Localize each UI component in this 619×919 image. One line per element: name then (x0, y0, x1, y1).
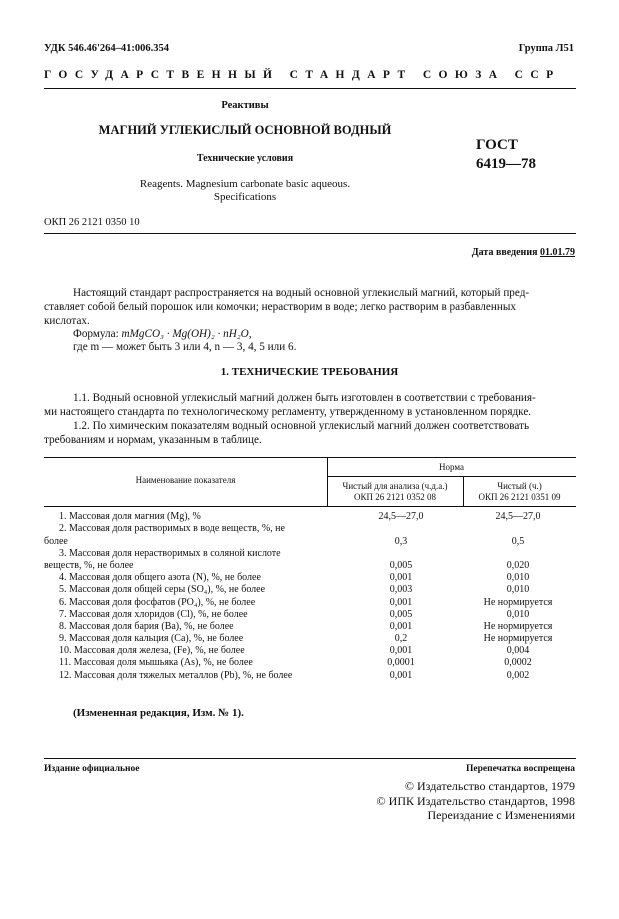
table-row (44, 547, 576, 559)
intro-date (472, 247, 575, 258)
table-row (44, 583, 576, 595)
norm-pure: 0,010 (506, 584, 530, 596)
p1-line1: 1.1. Водный основной углекислый магний должен быть изготовлен в соответствии с требования- (73, 392, 536, 404)
official-edition: Издание официальное (44, 764, 140, 774)
table-row (44, 559, 576, 571)
document-subtitle: Технические условия (196, 153, 294, 164)
norm-analytical: 0,005 (389, 608, 413, 620)
norm-analytical: 0,3 (394, 535, 408, 547)
english-title-line2: Specifications (213, 191, 277, 203)
table-header-rule (44, 506, 576, 507)
col-b-header-line2: ОКП 26 2121 0351 09 (478, 492, 561, 502)
reprint-notice: Перепечатка воспрещена (465, 764, 575, 774)
norm-pure: 0,004 (506, 645, 530, 657)
intro-line2: ставляет собой белый порошок или комочки; нерастворим в воде; легко растворим в разбавленных (44, 301, 516, 313)
intro-line1: Настоящий стандарт распространяется на водный основной углекислый магний, который пред- (73, 287, 530, 299)
col-a-header-line2: ОКП 26 2121 0352 08 (353, 492, 436, 502)
norm-pure: 0,0002 (504, 657, 532, 669)
norm-pure: 0,010 (506, 572, 530, 584)
norm-analytical (342, 522, 460, 534)
header-rule (44, 88, 576, 89)
gost-number: 6419—78 (476, 156, 536, 172)
table-row (44, 534, 576, 546)
copyright-1998: © ИПК Издательство стандартов, 1998 (376, 794, 575, 808)
indicator-name: 12. Массовая доля тяжелых металлов (Pb), %, не более (59, 669, 293, 681)
section-heading: 1. ТЕХНИЧЕСКИЕ ТРЕБОВАНИЯ (220, 366, 399, 378)
norm-analytical: 0,001 (389, 620, 413, 632)
formula-note: где m — может быть 3 или 4, n — 3, 4, 5 или 6. (73, 341, 297, 353)
okp-code: ОКП 26 2121 0350 10 (44, 217, 140, 228)
document-title: МАГНИЙ УГЛЕКИСЛЫЙ ОСНОВНОЙ ВОДНЫЙ (98, 123, 392, 137)
col-name-header: Наименование показателя (135, 475, 236, 485)
norm-pure: 0,002 (506, 669, 530, 681)
table-row (44, 595, 576, 607)
norm-pure: 0,020 (506, 559, 530, 571)
indicator-name: 3. Массовая доля нерастворимых в соляной кислоте (59, 547, 281, 559)
table-norm-rule (327, 476, 576, 477)
category-label: Реактивы (221, 100, 269, 111)
udc-code: УДК 546.46'264–41:006.354 (44, 43, 170, 54)
intro-date-label: Дата введения (471, 247, 538, 258)
indicator-name: 1. Массовая доля магния (Mg), % (59, 511, 201, 523)
indicator-name: более (44, 535, 68, 547)
requirements-table (44, 510, 576, 681)
table-row (44, 644, 576, 656)
title-rule (44, 233, 576, 234)
indicator-name: 5. Массовая доля общей серы (SO₄), %, не более (59, 584, 266, 596)
table-row (44, 632, 576, 644)
gost-label: ГОСТ (476, 137, 518, 153)
reissue-note: Переиздание с Изменениями (427, 808, 575, 822)
norm-analytical: 24,5—27,0 (378, 511, 424, 523)
norm-pure: 24,5—27,0 (495, 511, 541, 523)
amendment-note: (Измененная редакция, Изм. № 1). (73, 707, 244, 719)
table-row (44, 656, 576, 668)
norm-analytical: 0,001 (389, 572, 413, 584)
norm-analytical: 0,001 (389, 596, 413, 608)
table-row (44, 510, 576, 522)
indicator-name: 11. Массовая доля мышьяка (As), %, не более (59, 657, 253, 669)
table-row (44, 571, 576, 583)
col-b-header-line1: Чистый (ч.) (497, 481, 542, 491)
footer-rule (44, 758, 576, 759)
norm-pure: Не нормируется (483, 620, 553, 632)
p1-line2: ми настоящего стандарта по технологическому регламенту, утвержденному в установленном порядке. (44, 406, 532, 418)
indicator-name: 7. Массовая доля хлоридов (Cl), %, не более (59, 608, 248, 620)
indicator-name: 10. Массовая доля железа, (Fe), %, не более (59, 645, 245, 657)
norm-analytical: 0,0001 (387, 657, 415, 669)
norm-pure: Не нормируется (483, 596, 553, 608)
indicator-name: 9. Массовая доля кальция (Ca), %, не более (59, 633, 244, 645)
indicator-name: 6. Массовая доля фосфатов (PO₄), %, не более (59, 596, 256, 608)
norm-analytical: 0,001 (389, 669, 413, 681)
state-standard-banner: ГОСУДАРСТВЕННЫЙ СТАНДАРТ СОЮЗА ССР (44, 69, 561, 81)
norm-pure: 0,010 (506, 608, 530, 620)
table-top-rule (44, 457, 576, 458)
formula-label: Формула: (73, 328, 119, 340)
col-norm-header: Норма (439, 462, 464, 472)
table-row (44, 522, 576, 534)
norm-pure: Не нормируется (483, 633, 553, 645)
group-code: Группа Л51 (518, 43, 574, 54)
table-row (44, 668, 576, 680)
norm-pure (460, 522, 576, 534)
intro-date-value: 01.01.79 (540, 247, 575, 258)
p2-line2: требованиям и нормам, указанным в таблице. (44, 434, 262, 446)
norm-analytical: 0,001 (389, 645, 413, 657)
norm-pure: 0,5 (511, 535, 525, 547)
norm-analytical: 0,005 (389, 559, 413, 571)
norm-analytical: 0,003 (389, 584, 413, 596)
indicator-name: 2. Массовая доля растворимых в воде веществ, %, не (59, 523, 285, 535)
formula: mMgCO₃ · Mg(OH)₂ · nH₂O, (121, 328, 252, 340)
p2-line1: 1.2. По химическим показателям водный основной углекислый магний должен соответствовать (73, 420, 530, 432)
norm-analytical: 0,2 (394, 633, 408, 645)
indicator-name: 8. Массовая доля бария (Ba), %, не более (59, 620, 234, 632)
norm-analytical (342, 547, 460, 559)
table-row (44, 608, 576, 620)
col-a-header-line1: Чистый для анализа (ч.д.а.) (342, 481, 448, 491)
indicator-name: 4. Массовая доля общего азота (N), %, не более (59, 572, 261, 584)
intro-line3: кислотах. (44, 315, 90, 327)
indicator-name: веществ, %, не более (44, 559, 134, 571)
copyright-1979: © Издательство стандартов, 1979 (404, 779, 575, 793)
norm-pure (460, 547, 576, 559)
table-row (44, 620, 576, 632)
english-title-line1: Reagents. Magnesium carbonate basic aqueous. (139, 178, 351, 190)
